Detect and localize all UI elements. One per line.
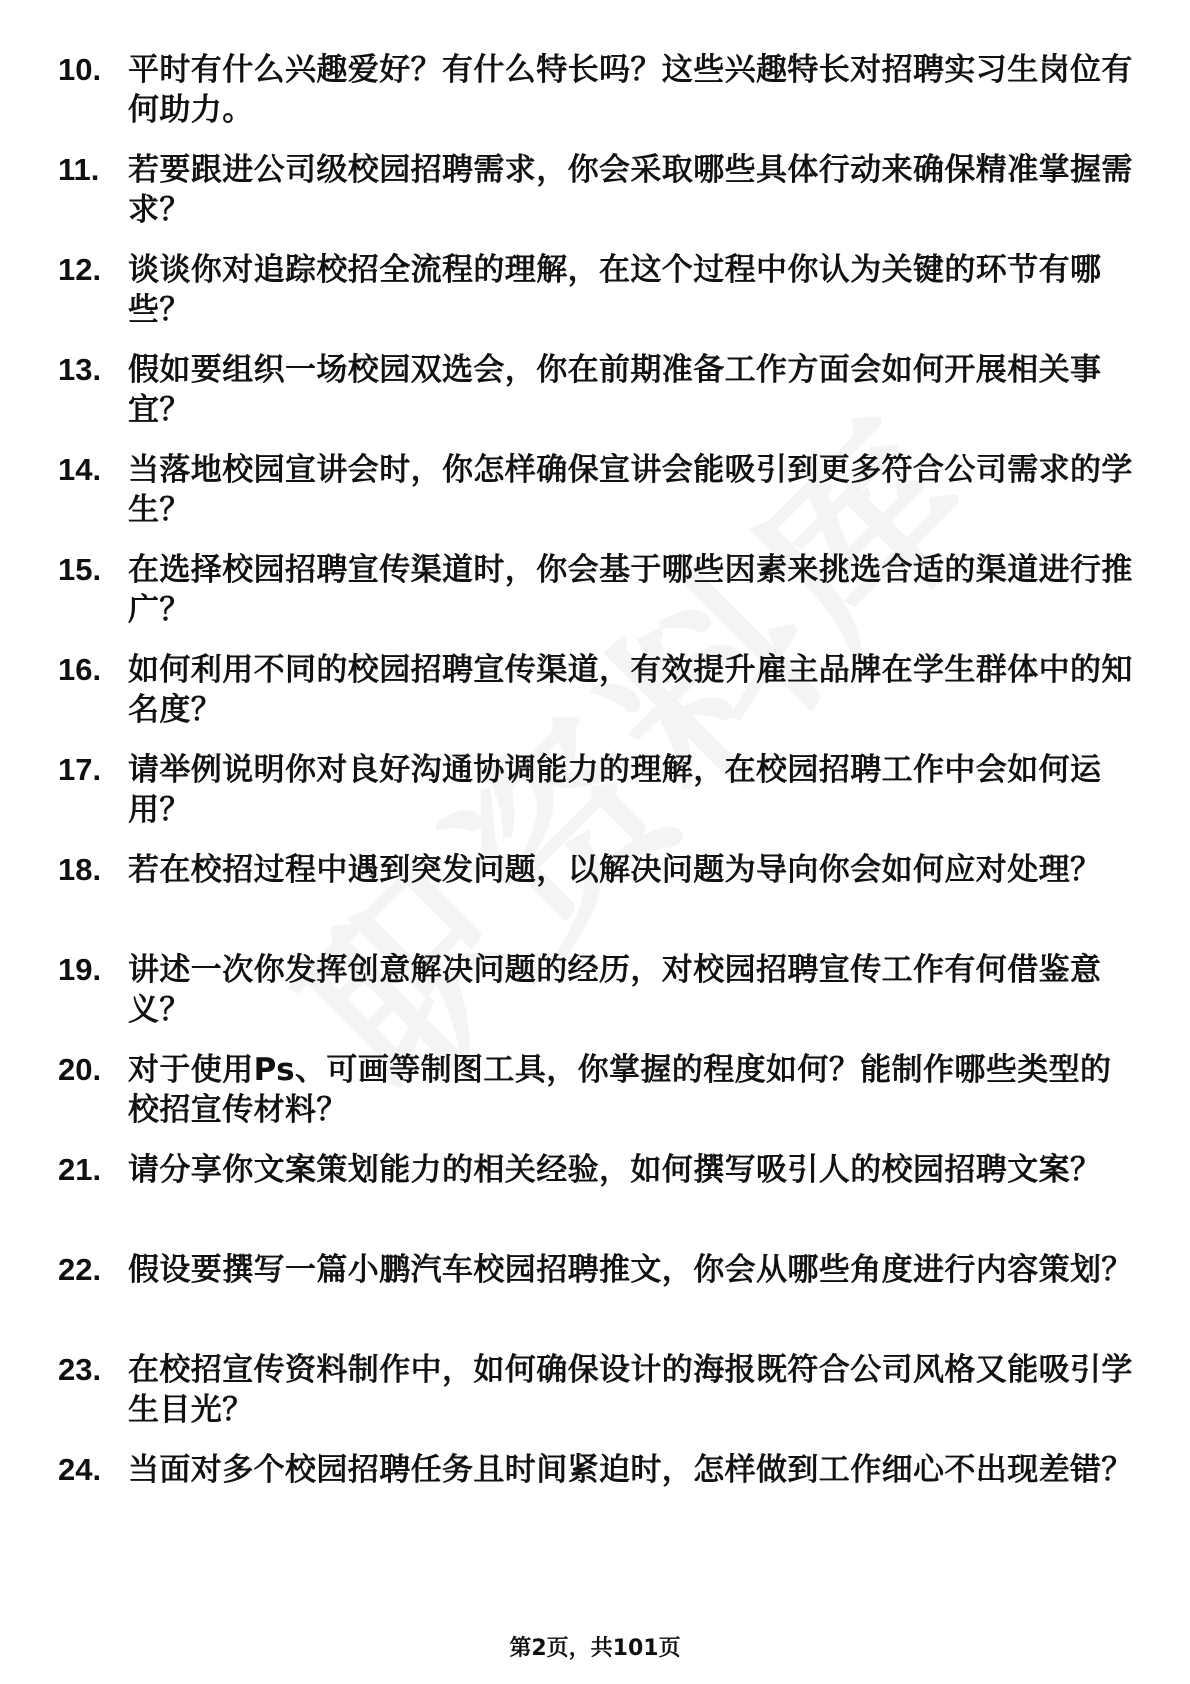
question-number: 14. xyxy=(58,452,102,487)
question-text: 若在校招过程中遇到突发问题，以解决问题为导向你会如何应对处理？ xyxy=(128,852,1102,888)
list-item xyxy=(58,250,1130,338)
list-item xyxy=(58,350,1130,438)
question-text: 当落地校园宣讲会时，你怎样确保宣讲会能吸引到更多符合公司需求的学生？ xyxy=(128,452,1133,528)
question-text: 平时有什么兴趣爱好？有什么特长吗？这些兴趣特长对招聘实习生岗位有何助力。 xyxy=(128,52,1133,128)
list-item xyxy=(58,650,1133,738)
question-text: 假如要组织一场校园双选会，你在前期准备工作方面会如何开展相关事宜？ xyxy=(128,352,1102,428)
question-list xyxy=(58,50,1133,1550)
list-item xyxy=(58,750,1130,838)
question-number: 23. xyxy=(58,1352,102,1387)
list-item xyxy=(58,1450,1133,1538)
list-item xyxy=(58,1350,1133,1438)
question-text: 若要跟进公司级校园招聘需求，你会采取哪些具体行动来确保精准掌握需求？ xyxy=(128,152,1133,228)
list-item xyxy=(58,850,1130,938)
question-text: 请分享你文案策划能力的相关经验，如何撰写吸引人的校园招聘文案？ xyxy=(128,1152,1102,1188)
list-item xyxy=(58,1250,1133,1338)
list-item xyxy=(58,1150,1130,1238)
list-item xyxy=(58,150,1133,238)
question-text: 当面对多个校园招聘任务且时间紧迫时，怎样做到工作细心不出现差错？ xyxy=(128,1452,1133,1488)
question-number: 17. xyxy=(58,752,102,787)
question-text: 请举例说明你对良好沟通协调能力的理解，在校园招聘工作中会如何运用？ xyxy=(128,752,1102,828)
question-number: 12. xyxy=(58,252,102,287)
question-number: 18. xyxy=(58,852,102,887)
list-item xyxy=(58,50,1133,138)
question-number: 22. xyxy=(58,1252,102,1287)
page-indicator: 第2页，共101页 xyxy=(509,1636,681,1661)
question-number: 13. xyxy=(58,352,102,387)
question-number: 24. xyxy=(58,1452,102,1487)
question-number: 20. xyxy=(58,1052,102,1087)
question-text: 假设要撰写一篇小鹏汽车校园招聘推文，你会从哪些角度进行内容策划？ xyxy=(128,1252,1133,1288)
question-number: 11. xyxy=(58,152,100,187)
question-text: 对于使用Ps、可画等制图工具，你掌握的程度如何？能制作哪些类型的校招宣传材料？ xyxy=(128,1052,1112,1128)
question-text: 讲述一次你发挥创意解决问题的经历，对校园招聘宣传工作有何借鉴意义？ xyxy=(128,952,1102,1028)
question-number: 15. xyxy=(58,552,102,587)
question-text: 在校招宣传资料制作中，如何确保设计的海报既符合公司风格又能吸引学生目光？ xyxy=(128,1352,1133,1428)
question-text: 在选择校园招聘宣传渠道时，你会基于哪些因素来挑选合适的渠道进行推广？ xyxy=(128,552,1133,628)
list-item xyxy=(58,1050,1130,1138)
question-text: 谈谈你对追踪校招全流程的理解，在这个过程中你认为关键的环节有哪些？ xyxy=(128,252,1102,328)
question-number: 16. xyxy=(58,652,102,687)
question-number: 19. xyxy=(58,952,102,987)
list-item xyxy=(58,950,1130,1038)
list-item xyxy=(58,550,1133,638)
question-number: 10. xyxy=(58,52,102,87)
question-text: 如何利用不同的校园招聘宣传渠道，有效提升雇主品牌在学生群体中的知名度？ xyxy=(128,652,1133,728)
list-item xyxy=(58,450,1133,538)
question-number: 21. xyxy=(58,1152,102,1187)
